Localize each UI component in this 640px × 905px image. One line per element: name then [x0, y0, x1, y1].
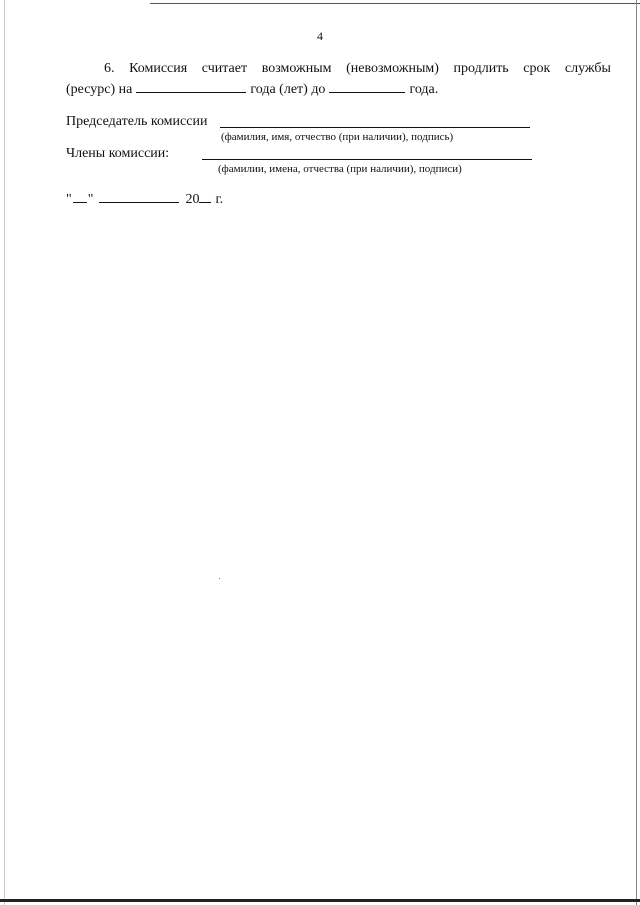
year-prefix: 20 — [185, 192, 200, 207]
clause-word: считает — [201, 61, 248, 76]
members-caption: (фамилии, имена, отчества (при наличии), подписи) — [218, 163, 462, 175]
clause-number-wrap — [66, 60, 115, 78]
clause-number: 6. — [104, 61, 115, 76]
term-blank-field[interactable] — [136, 80, 246, 93]
clause-word: службы — [564, 61, 611, 76]
clause-line-2 — [66, 80, 438, 99]
page-number: 4 — [317, 29, 323, 43]
year-suffix: г. — [215, 192, 224, 207]
members-label: Члены комиссии: — [66, 146, 170, 161]
clause-word: срок — [523, 61, 551, 76]
clause-line2-start: (ресурс) на — [66, 82, 133, 97]
scan-edge-right — [636, 0, 637, 905]
date-quote-close: " — [87, 192, 94, 207]
scan-edge-left — [4, 0, 5, 905]
clause-line2-mid: года (лет) до — [250, 82, 326, 97]
date-line — [66, 190, 223, 209]
clause-word: возможным — [261, 61, 332, 76]
day-blank-field[interactable] — [73, 190, 87, 203]
clause-word: Комиссия — [129, 61, 188, 76]
chairman-caption: (фамилия, имя, отчество (при наличии), подпись) — [221, 131, 454, 143]
month-blank-field[interactable] — [99, 190, 179, 203]
clause-line2-end: года. — [409, 82, 439, 97]
until-blank-field[interactable] — [329, 80, 405, 93]
chairman-signature-line[interactable] — [220, 127, 530, 128]
clause-word: (невозможным) — [346, 61, 439, 76]
scan-speck — [219, 578, 220, 579]
members-signature-line[interactable] — [202, 159, 532, 160]
scan-edge-bottom — [0, 899, 640, 902]
clause-word: продлить — [453, 61, 509, 76]
clause-line-1 — [66, 60, 611, 78]
scan-edge-top — [150, 3, 640, 4]
year-blank-field[interactable] — [199, 190, 211, 203]
date-quote-open: " — [66, 192, 72, 207]
chairman-label: Председатель комиссии — [66, 114, 208, 129]
